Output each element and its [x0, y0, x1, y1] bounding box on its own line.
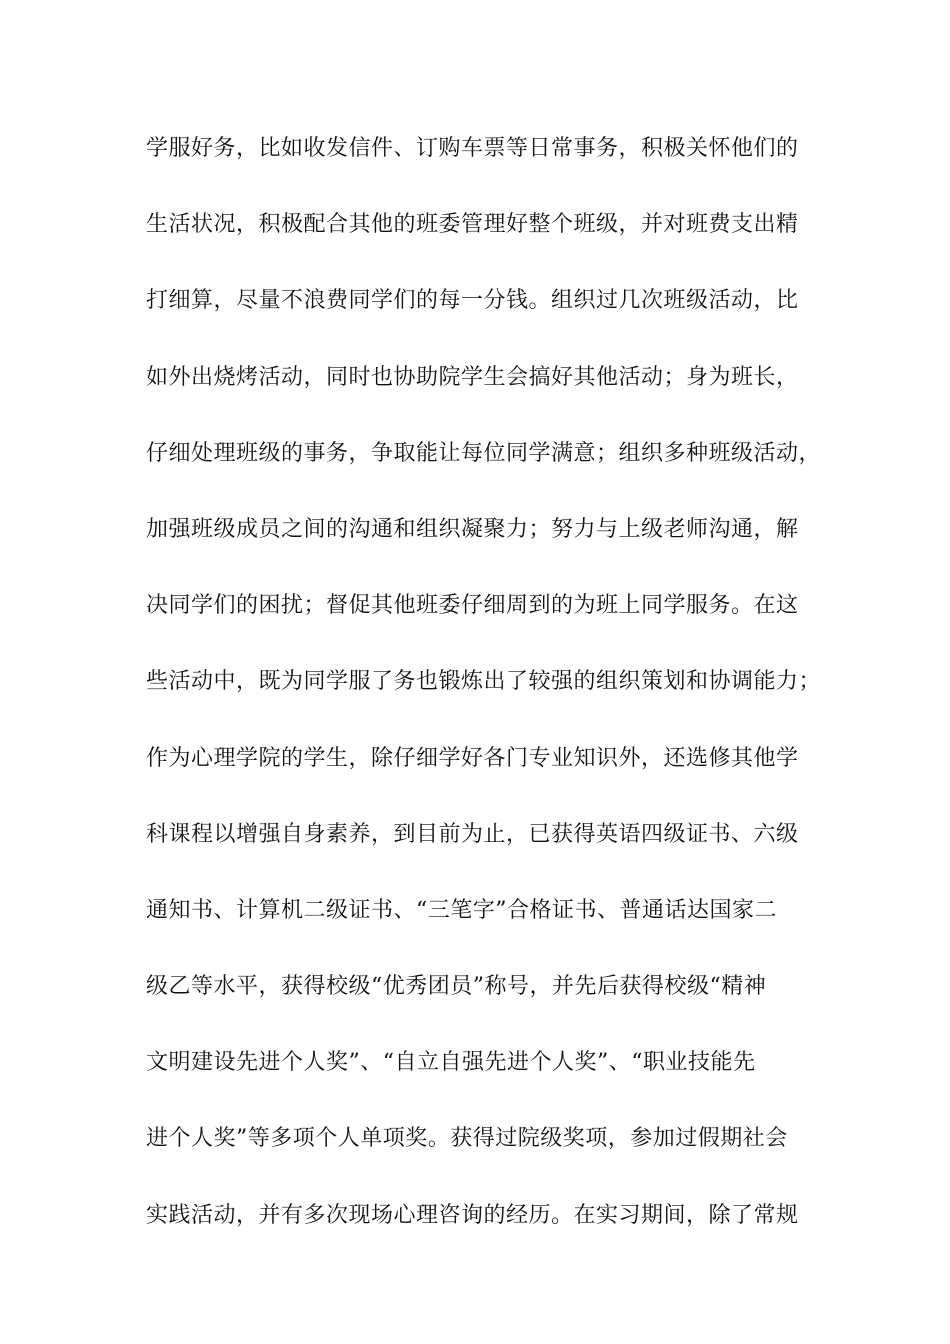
text-line: 些活动中，既为同学服了务也锻炼出了较强的组织策划和协调能力；	[146, 669, 822, 695]
text-line: 如外出烧烤活动，同时也协助院学生会搞好其他活动；身为班长，	[146, 364, 799, 390]
text-line: 生活状况，积极配合其他的班委管理好整个班级，并对班费支出精	[146, 212, 799, 238]
text-line: 文明建设先进个人奖”、“自立自强先进个人奖”、“职业技能先	[146, 1050, 756, 1076]
text-line: 决同学们的困扰；督促其他班委仔细周到的为班上同学服务。在这	[146, 593, 799, 619]
text-line: 仔细处理班级的事务，争取能让每位同学满意；组织多种班级活动，	[146, 440, 822, 466]
text-line: 实践活动，并有多次现场心理咨询的经历。在实习期间，除了常规	[146, 1202, 799, 1228]
text-line: 进个人奖”等多项个人单项奖。获得过院级奖项，参加过假期社会	[146, 1126, 788, 1152]
text-line: 学服好务，比如收发信件、订购车票等日常事务，积极关怀他们的	[146, 136, 799, 161]
text-line: 通知书、计算机二级证书、“三笔字”合格证书、普通话达国家二	[146, 897, 777, 923]
document-body	[146, 132, 846, 1275]
text-line: 作为心理学院的学生，除仔细学好各门专业知识外，还选修其他学	[146, 745, 799, 771]
text-line: 加强班级成员之间的沟通和组织凝聚力；努力与上级老师沟通，解	[146, 516, 799, 542]
text-line: 科课程以增强自身素养，到目前为止，已获得英语四级证书、六级	[146, 821, 799, 847]
text-line: 级乙等水平，获得校级“优秀团员”称号，并先后获得校级“精神	[146, 974, 767, 1000]
text-line: 打细算，尽量不浪费同学们的每一分钱。组织过几次班级活动，比	[146, 288, 799, 314]
